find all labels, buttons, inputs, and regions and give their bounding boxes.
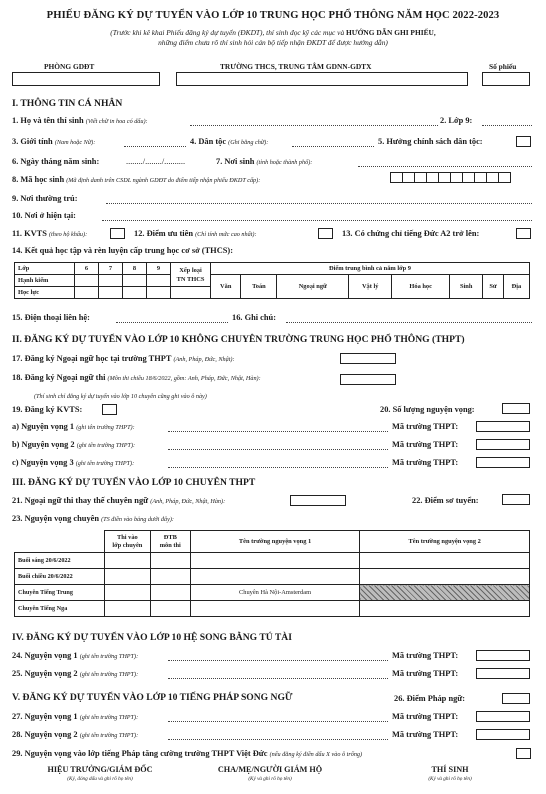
phong-label: PHÒNG GDĐT — [44, 62, 95, 71]
chuyen-table — [14, 530, 530, 617]
field-kvts-label: 11. KVTS (theo hộ khẩu): — [12, 229, 88, 238]
field-diem-so-tuyen-label: 22. Điểm sơ tuyển: — [412, 496, 479, 505]
instruction-note-1: (Trước khi kê khai Phiếu đăng ký dự tuyển (ĐKDT), thí sinh đọc kỹ các mục và HƯỚNG DẪN GHI PHIẾU, — [110, 28, 436, 37]
nv1-line[interactable] — [168, 431, 388, 432]
field-gioi-tinh-line[interactable] — [124, 146, 186, 147]
subject-header: Vật lý — [349, 275, 392, 299]
ma-hoc-sinh-boxes[interactable] — [390, 172, 510, 183]
pn-nv1-line[interactable] — [168, 721, 388, 722]
subject-header: Ngoại ngữ — [277, 275, 349, 299]
sig-thi-sinh: THÍ SINH — [431, 765, 469, 774]
grade-row-label: Hạnh kiểm — [15, 275, 75, 287]
field-lop9-line[interactable] — [482, 125, 532, 126]
nv2-ma-box[interactable] — [476, 439, 530, 450]
grade-cell[interactable] — [99, 287, 123, 299]
sb-nv1-line[interactable] — [168, 660, 388, 661]
field-ho-ten-line[interactable] — [190, 125, 438, 126]
subject-header: Địa — [503, 275, 529, 299]
grade-col-year: 9 — [147, 263, 171, 275]
col-nv2: Tên trường nguyện vọng 2 — [360, 531, 530, 553]
pn-nv1-ma-label: Mã trường THPT: — [392, 712, 459, 721]
nv3-ma-box[interactable] — [476, 457, 530, 468]
pn-nv1-ma-box[interactable] — [476, 711, 530, 722]
field-dien-thoai-label: 15. Điện thoại liên hệ: — [12, 313, 90, 322]
sig-cha-me: CHA/MẸ/NGƯỜI GIÁM HỘ — [217, 765, 323, 774]
chinh-sach-checkbox[interactable] — [516, 136, 531, 147]
xep-loai-cell[interactable] — [171, 287, 211, 299]
section-3-heading: III. ĐĂNG KÝ DỰ TUYỂN VÀO LỚP 10 CHUYÊN THPT — [12, 477, 256, 488]
field-ngoai-ngu-thay-the-label: 21. Ngoại ngữ thi thay thế chuyên ngữ (Anh, Pháp, Đức, Nhật, Hàn): — [12, 496, 226, 505]
nv3-ma-label: Mã trường THPT: — [392, 458, 459, 467]
dk-kvts-checkbox[interactable] — [102, 404, 117, 415]
section-4-heading: IV. ĐĂNG KÝ DỰ TUYỂN VÀO LỚP 10 HỆ SONG BẰNG TÚ TÀI — [12, 632, 292, 643]
field-dan-toc-line[interactable] — [292, 146, 374, 147]
sb-nv2-ma-label: Mã trường THPT: — [392, 669, 459, 678]
field-diem-uu-tien-label: 12. Điểm ưu tiên (Chỉ tính mức cao nhất): — [134, 229, 257, 238]
phong-box[interactable] — [12, 72, 160, 86]
section-2-heading: II. ĐĂNG KÝ DỰ TUYỂN VÀO LỚP 10 KHÔNG CHUYÊN TRƯỜNG TRUNG HỌC PHỔ THÔNG (THPT) — [12, 334, 465, 345]
field-chinh-sach-label: 5. Hưởng chính sách dân tộc: — [378, 137, 483, 146]
viet-duc-checkbox[interactable] — [516, 748, 531, 759]
ngoai-ngu-thi-box[interactable] — [340, 374, 396, 385]
subject-header: Toán — [241, 275, 277, 299]
col-nv1: Tên trường nguyện vọng 1 — [190, 531, 360, 553]
field-viet-duc-label: 29. Nguyện vọng vào lớp tiếng Pháp tăng cường trường THPT Việt Đức (nếu đăng ký điền dấu X vào ô trống) — [12, 749, 363, 758]
sb-nv1-ma-box[interactable] — [476, 650, 530, 661]
grade-col-year: 7 — [99, 263, 123, 275]
ngoai-ngu-thi-note: (Thí sinh chỉ đăng ký dự tuyển vào lớp 10 chuyên cũng ghi vào ô này) — [34, 393, 207, 400]
diem-phap-ngu-box[interactable] — [502, 693, 530, 704]
field-ngoai-ngu-thi-label: 18. Đăng ký Ngoại ngữ thi (Môn thi chiều 18/6/2022, gồm: Anh, Pháp, Đức, Nhật, Hàn): — [12, 373, 261, 382]
field-noi-o-line[interactable] — [102, 220, 532, 221]
diem-so-tuyen-box[interactable] — [502, 494, 530, 505]
field-ghi-chu-label: 16. Ghi chú: — [232, 313, 276, 322]
so-nguyen-vong-box[interactable] — [502, 403, 530, 414]
section-5-heading: V. ĐĂNG KÝ DỰ TUYỂN VÀO LỚP 10 TIẾNG PHÁP SONG NGỮ — [12, 692, 293, 703]
field-noi-sinh-label: 7. Nơi sinh (tỉnh hoặc thành phố): — [216, 157, 313, 166]
pn-nv2-line[interactable] — [168, 739, 388, 740]
nv1-ma-label: Mã trường THPT: — [392, 422, 459, 431]
grade-cell[interactable] — [75, 275, 99, 287]
grade-cell[interactable] — [123, 275, 147, 287]
so-phieu-box[interactable] — [482, 72, 530, 86]
subject-header: Sinh — [450, 275, 483, 299]
grade-cell[interactable] — [147, 275, 171, 287]
so-phieu-label: Số phiếu — [489, 62, 517, 71]
nv2-label: b) Nguyện vọng 2 (ghi tên trường THPT): — [12, 440, 136, 449]
row-chuyen-trung: Chuyên Tiếng Trung — [15, 585, 105, 601]
row-buoi-chieu: Buổi chiều 20/6/2022 — [15, 569, 105, 585]
grade-cell[interactable] — [147, 287, 171, 299]
sb-nv2-line[interactable] — [168, 678, 388, 679]
hatched-cell — [360, 585, 530, 601]
grade-row-label: Học lực — [15, 287, 75, 299]
field-so-nguyen-vong-label: 20. Số lượng nguyện vọng: — [380, 405, 475, 414]
chung-chi-checkbox[interactable] — [516, 228, 531, 239]
field-ngoai-ngu-hoc-label: 17. Đăng ký Ngoại ngữ học tại trường THPT (Anh, Pháp, Đức, Nhật): — [12, 354, 235, 363]
field-noi-sinh-line[interactable] — [358, 166, 532, 167]
field-ngay-sinh-label: 6. Ngày tháng năm sinh: — [12, 157, 100, 166]
subject-header: Hóa học — [392, 275, 450, 299]
nv1-ma-box[interactable] — [476, 421, 530, 432]
truong-label: TRƯỜNG THCS, TRUNG TÂM GDNN-GDTX — [220, 62, 372, 71]
field-ho-ten-label: 1. Họ và tên thí sinh (Viết chữ in hoa có dấu): — [12, 116, 148, 125]
grade-cell[interactable] — [99, 275, 123, 287]
field-gioi-tinh-label: 3. Giới tính (Nam hoặc Nữ): — [12, 137, 96, 146]
form-title: PHIẾU ĐĂNG KÝ DỰ TUYỂN VÀO LỚP 10 TRUNG HỌC PHỔ THÔNG NĂM HỌC 2022-2023 — [46, 10, 500, 21]
sb-nv1-ma-label: Mã trường THPT: — [392, 651, 459, 660]
grade-cell[interactable] — [75, 287, 99, 299]
field-ngay-sinh-value[interactable]: ......../......../.......... — [126, 157, 186, 166]
truong-box[interactable] — [176, 72, 468, 86]
sig-thi-sinh-note: (Ký và ghi rõ họ tên) — [428, 776, 472, 782]
sig-hieu-truong-note: (Ký, đóng dấu và ghi rõ họ tên) — [67, 776, 133, 782]
nv3-label: c) Nguyện vọng 3 (ghi tên trường THPT): — [12, 458, 135, 467]
nv3-line[interactable] — [168, 467, 388, 468]
nv1-label: a) Nguyện vọng 1 (ghi tên trường THPT): — [12, 422, 135, 431]
sb-nv1-label: 24. Nguyện vọng 1 (ghi tên trường THPT): — [12, 651, 139, 660]
pn-nv2-ma-label: Mã trường THPT: — [392, 730, 459, 739]
field-ma-hoc-sinh-label: 8. Mã học sinh (Mã định danh trên CSDL ngành GDĐT do điểm tiếp nhận phiếu ĐKDT cấp): — [12, 175, 261, 184]
field-lop9-label: 2. Lớp 9: — [440, 116, 473, 125]
field-ket-qua-label: 14. Kết quả học tập và rèn luyện cấp trung học cơ sở (THCS): — [12, 246, 233, 255]
grade-col-year: 8 — [123, 263, 147, 275]
field-dk-kvts-label: 19. Đăng ký KVTS: — [12, 405, 83, 414]
instruction-note-2: những điểm chưa rõ thí sinh hỏi cán bộ tiếp nhận ĐKDT để được hướng dẫn) — [158, 38, 388, 47]
xep-loai-header: Xếp loại TN THCS — [171, 263, 211, 287]
row-buoi-sang: Buổi sáng 20/6/2022 — [15, 553, 105, 569]
field-chung-chi-label: 13. Có chứng chỉ tiếng Đức A2 trở lên: — [342, 229, 480, 238]
pn-nv2-ma-box[interactable] — [476, 729, 530, 740]
sig-cha-me-note: (Ký và ghi rõ họ tên) — [248, 776, 292, 782]
subject-header: Sử — [483, 275, 504, 299]
row-chuyen-nga: Chuyên Tiếng Nga — [15, 601, 105, 617]
field-noi-o-label: 10. Nơi ở hiện tại: — [12, 211, 76, 220]
field-dan-toc-label: 4. Dân tộc (Ghi bằng chữ): — [190, 137, 269, 146]
sb-nv2-ma-box[interactable] — [476, 668, 530, 679]
pn-nv1-label: 27. Nguyện vọng 1 (ghi tên trường THPT): — [12, 712, 139, 721]
field-thuong-tru-line[interactable] — [106, 203, 532, 204]
subject-header: Văn — [211, 275, 241, 299]
nv2-line[interactable] — [168, 449, 388, 450]
col-dtb: ĐTB môn thi — [150, 531, 190, 553]
field-dien-thoai-line[interactable] — [116, 322, 228, 323]
grade-col-year: 6 — [75, 263, 99, 275]
ngoai-ngu-hoc-box[interactable] — [340, 353, 396, 364]
grade-cell[interactable] — [123, 287, 147, 299]
col-thi-vao: Thi vào lớp chuyên — [104, 531, 150, 553]
avg-heading: Điểm trung bình cả năm lớp 9 — [211, 263, 530, 275]
trung-nv1-value[interactable]: Chuyên Hà Nội-Amsterdam — [190, 585, 360, 601]
pn-nv2-label: 28. Nguyện vọng 2 (ghi tên trường THPT): — [12, 730, 139, 739]
grade-col-lop: Lớp — [15, 263, 75, 275]
sig-hieu-truong: HIỆU TRƯỞNG/GIÁM ĐỐC — [47, 765, 153, 774]
sb-nv2-label: 25. Nguyện vọng 2 (ghi tên trường THPT): — [12, 669, 139, 678]
kvts-checkbox[interactable] — [110, 228, 125, 239]
field-diem-phap-ngu-label: 26. Điểm Pháp ngữ: — [394, 694, 466, 703]
section-1-heading: I. THÔNG TIN CÁ NHÂN — [12, 98, 123, 109]
ngoai-ngu-thay-the-box[interactable] — [290, 495, 346, 506]
field-nv-chuyen-label: 23. Nguyện vọng chuyên (TS điền vào bảng dưới đây): — [12, 514, 174, 523]
grade-table — [14, 262, 530, 299]
diem-uu-tien-checkbox[interactable] — [318, 228, 333, 239]
field-ghi-chu-line[interactable] — [286, 322, 532, 323]
nv2-ma-label: Mã trường THPT: — [392, 440, 459, 449]
field-thuong-tru-label: 9. Nơi thường trú: — [12, 194, 78, 203]
